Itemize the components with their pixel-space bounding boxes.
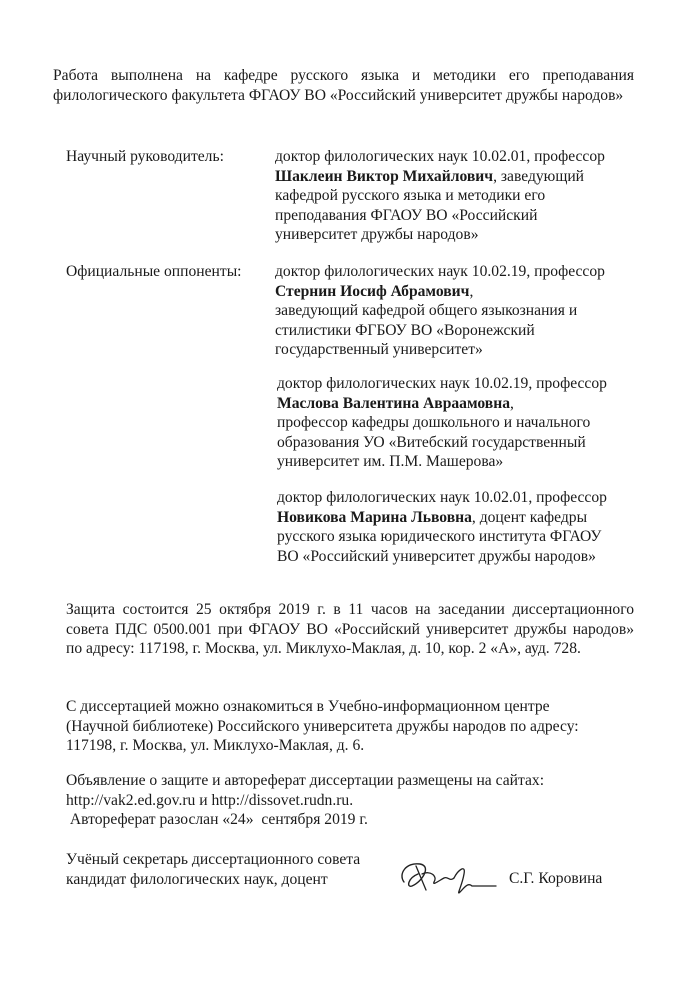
acquaint-paragraph	[66, 697, 656, 756]
opponent-name-line	[277, 394, 677, 414]
opponent-degree: доктор филологических наук 10.02.19, профессор	[275, 263, 605, 280]
opponent-name-suffix: , доцент кафедры	[471, 508, 588, 526]
opponent-line: образования УО «Витебский государственный	[277, 433, 586, 451]
acquaint-line: (Научной библиотеке) Российского университета дружбы народов по адресу:	[66, 717, 579, 735]
secretary-signer-name: С.Г. Коровина	[509, 870, 603, 887]
secretary-block	[66, 850, 360, 889]
supervisor-role-label: Научный руководитель:	[66, 148, 224, 165]
announcement-sent-date: Автореферат разослан «24» сентября 2019 г.	[66, 811, 368, 828]
supervisor-line: кафедрой русского языка и методики его	[275, 187, 546, 204]
defense-paragraph: Защита состоится 25 октября 2019 г. в 11 часов на заседании диссертационного совета ПДС 0500.001 при ФГАОУ ВО «Российский университет дружбы народов» по адресу: 117198, г. Москва, ул. Миклухо-Маклая, д. 10, кор. 2 «А», ауд. 728.	[66, 601, 634, 657]
intro-paragraph: Работа выполнена на кафедре русского языка и методики его преподавания филологического факультета ФГАОУ ВО «Российский университет дружбы народов»	[53, 67, 634, 104]
opponent-name-suffix: ,	[510, 394, 514, 412]
opponent-block-2	[277, 374, 677, 472]
opponent-name-suffix: ,	[469, 282, 474, 300]
opponent-line: университет им. П.М. Машерова»	[277, 453, 504, 470]
announcement-line: Объявление о защите и автореферат диссертации размещены на сайтах:	[66, 772, 545, 789]
opponent-line: стилистики ФГБОУ ВО «Воронежский	[275, 321, 535, 339]
supervisor-block	[275, 147, 675, 245]
supervisor-name-line	[275, 167, 675, 187]
opponent-degree: доктор филологических наук 10.02.01, профессор	[277, 489, 607, 506]
opponents-role-label: Официальные оппоненты:	[66, 263, 242, 280]
announcement-paragraph	[66, 771, 666, 830]
opponent-line: ВО «Российский университет дружбы народов»	[277, 547, 596, 565]
opponent-line: государственный университет»	[275, 341, 483, 358]
acquaint-line: 117198, г. Москва, ул. Миклухо-Маклая, д. 6.	[66, 737, 365, 754]
opponent-degree: доктор филологических наук 10.02.19, профессор	[277, 375, 607, 392]
supervisor-line: университет дружбы народов»	[275, 226, 479, 243]
opponent-name-line	[277, 508, 677, 528]
announcement-links: http://vak2.ed.gov.ru и http://dissovet.rudn.ru.	[66, 791, 354, 809]
supervisor-position: , заведующий	[493, 167, 585, 185]
supervisor-name: Шаклеин Виктор Михайлович	[275, 167, 494, 185]
opponent-block-1	[275, 262, 675, 360]
opponent-name: Новикова Марина Львовна	[277, 508, 472, 526]
opponent-line: русского языка юридического института ФГАОУ	[277, 528, 602, 545]
supervisor-degree: доктор филологических наук 10.02.01, профессор	[275, 148, 605, 165]
opponent-block-3	[277, 488, 677, 566]
secretary-degree: кандидат филологических наук, доцент	[66, 870, 328, 888]
opponent-name-line	[275, 282, 675, 302]
secretary-title: Учёный секретарь диссертационного совета	[66, 851, 361, 868]
opponent-name: Стернин Иосиф Абрамович	[275, 282, 470, 300]
opponent-name: Маслова Валентина Авраамовна	[277, 394, 510, 412]
handwritten-signature	[392, 852, 502, 900]
opponent-line: заведующий кафедрой общего языкознания и	[275, 302, 578, 319]
acquaint-line: С диссертацией можно ознакомиться в Учебно-информационном центре	[66, 698, 550, 715]
supervisor-line: преподавания ФГАОУ ВО «Российский	[275, 206, 538, 224]
opponent-line: профессор кафедры дошкольного и начального	[277, 414, 591, 431]
